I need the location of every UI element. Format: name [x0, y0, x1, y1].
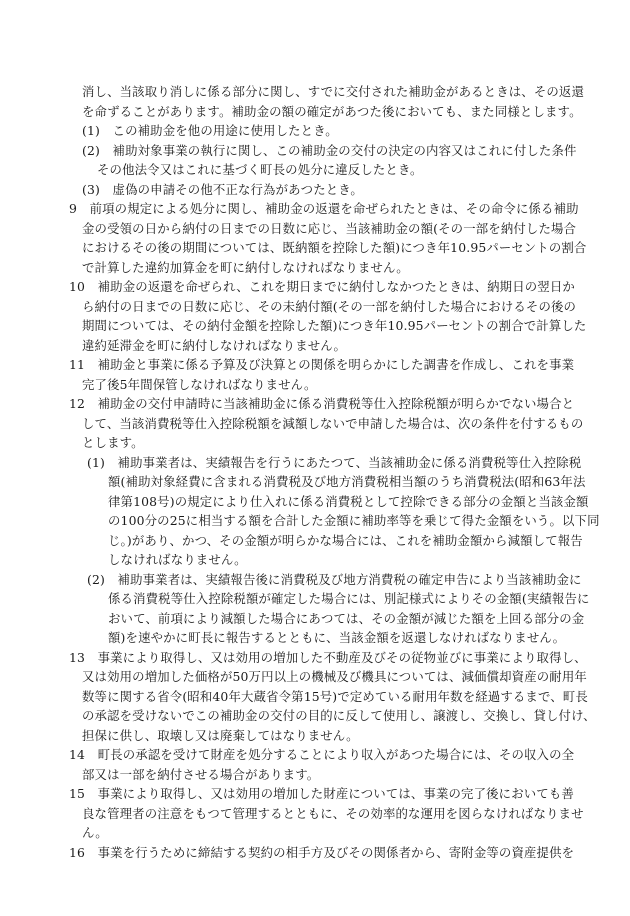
text-line: 16 事業を行うために締結する契約の相手方及びその関係者から、寄附金等の資産提供を: [69, 844, 575, 860]
text-line: を命ずることがあります。補助金の額の確定があつた後においても、また同様とします。: [82, 103, 582, 119]
text-line: 律第108号)の規定により仕入れに係る消費税として控除できる部分の金額と当該金額: [108, 493, 589, 509]
text-line: 額)を速やかに町長に報告するとともに、当該金額を返還しなければなりません。: [108, 630, 566, 645]
text-line: 良な管理者の注意をもつて管理するとともに、その効率的な運用を図らなければなりませ: [82, 805, 584, 821]
document-body: [0, 82, 630, 862]
text-line: で計算した違約加算金を町に納付しなければなりません。: [82, 259, 409, 275]
text-line: 14 町長の承認を受けて財産を処分することにより収入があつた場合には、その収入の全: [69, 747, 575, 762]
text-line: (1) この補助金を他の用途に使用したとき。: [82, 123, 338, 138]
text-line: 違約延滞金を町に納付しなければなりません。: [82, 337, 347, 353]
text-line: 11 補助金と事業に係る予算及び決算との関係を明らかにした調書を作成し、これを事業: [69, 357, 575, 372]
text-line: ん。: [82, 825, 108, 840]
text-line: 数等に関する省令(昭和40年大蔵省令第15号)で定めている耐用年数を経過するまで、町長: [82, 688, 588, 704]
text-line: その他法令又はこれに基づく町長の処分に違反したとき。: [97, 162, 423, 177]
text-line: 部又は一部を納付させる場合があります。: [82, 766, 320, 782]
text-line: (2) 補助事業者は、実績報告後に消費税及び地方消費税の確定申告により当該補助金に: [87, 571, 582, 587]
text-line: の100分の25に相当する額を合計した金額に補助率等を乗じて得た金額をいう。以下同: [108, 513, 600, 528]
text-line: じ。)があり、かつ、その金額が明らかな場合には、これを補助金額から減額して報告: [108, 532, 583, 548]
text-line: の承認を受けないでこの補助金の交付の目的に反して使用し、譲渡し、交換し、貸し付け、: [82, 708, 596, 723]
text-line: 15 事業により取得し、又は効用の増加した財産については、事業の完了後においても善: [69, 786, 574, 801]
text-line: とします。: [82, 435, 144, 450]
text-line: 9 前項の規定による処分に関し、補助金の返還を命ぜられたときは、その命令に係る補助: [69, 201, 579, 216]
text-line: 担保に供し、取壊し又は廃棄してはなりません。: [82, 727, 359, 743]
text-line: おいて、前項により減額した場合にあつては、その金額が減じた額を上回る部分の金: [108, 610, 585, 626]
text-line: (1) 補助事業者は、実績報告を行うにあたつて、当該補助金に係る消費税等仕入控除税: [87, 454, 582, 470]
text-line: 期間については、その納付金額を控除した額)につき年10.95パーセントの割合で計算した: [82, 318, 587, 333]
text-line: 消し、当該取り消しに係る部分に関し、すでに交付された補助金があるときは、その返還: [82, 84, 584, 99]
text-line: 12 補助金の交付申請時に当該補助金に係る消費税等仕入控除税額が明らかでない場合と: [69, 396, 575, 411]
text-line: 係る消費税等仕入控除税額が確定した場合には、別記様式によりその金額(実績報告に: [108, 591, 590, 606]
text-line: 又は効用の増加した価格が50万円以上の機械及び機具については、減価償却資産の耐用年: [82, 669, 587, 684]
text-line: しなければなりません。: [108, 552, 247, 567]
text-line: ら納付の日までの日数に応じ、その未納付額(その一部を納付した場合におけるその後の: [82, 298, 577, 314]
text-line: (3) 虚偽の申請その他不正な行為があつたとき。: [82, 181, 363, 197]
text-line: して、当該消費税等仕入控除税額を減額しないで申請した場合は、次の条件を付するもの: [82, 415, 584, 431]
text-line: 金の受領の日から納付の日までの日数に応じ、当該補助金の額(その一部を納付した場合: [82, 220, 577, 236]
text-line: 完了後5年間保管しなければなりません。: [82, 376, 317, 392]
text-line: 額(補助対象経費に含まれる消費税及び地方消費税相当額のうち消費税法(昭和63年法: [108, 474, 586, 489]
text-line: 10 補助金の返還を命ぜられ、これを期日までに納付しなかつたときは、納期日の翌日か: [69, 279, 575, 294]
text-line: (2) 補助対象事業の執行に関し、この補助金の交付の決定の内容又はこれに付した条件: [82, 142, 577, 158]
text-line: におけるその後の期間については、既納額を控除した額)につき年10.95パーセントの割合: [82, 240, 587, 255]
text-line: 13 事業により取得し、又は効用の増加した不動産及びその従物並びに事業により取得し、: [69, 649, 587, 665]
